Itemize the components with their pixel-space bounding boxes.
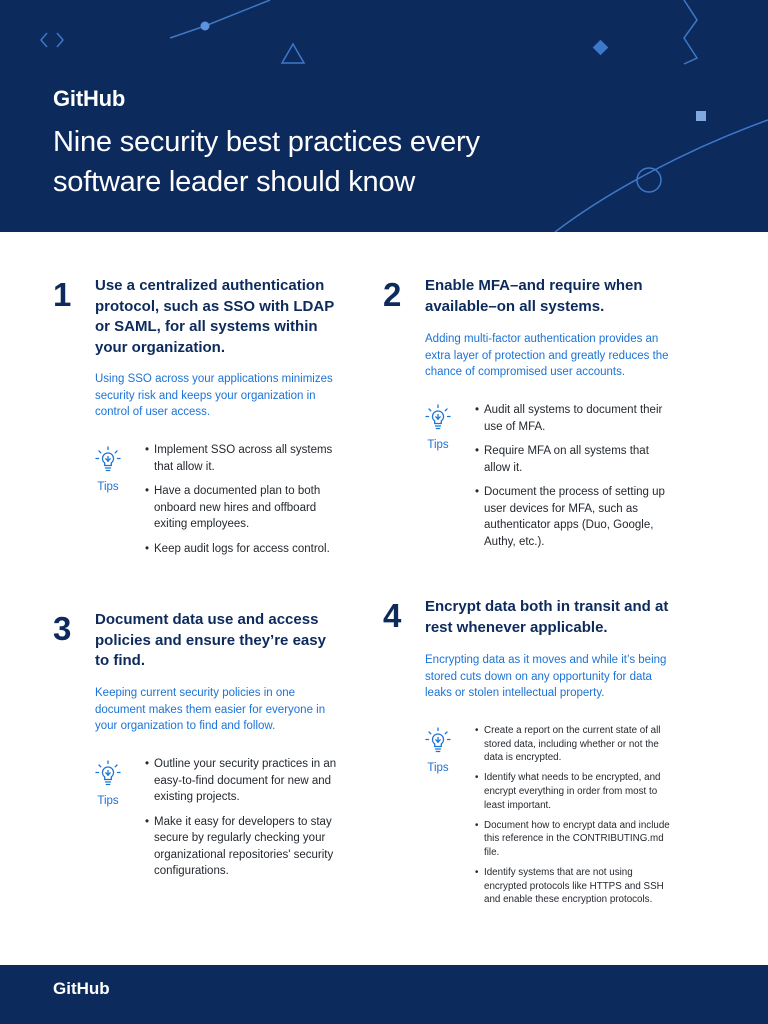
practice-description: Encrypting data as it moves and while it’s being stored cuts down on any opportunity for data leaks or stolen intellectual property. <box>425 654 667 699</box>
tip-item: • Create a report on the current state of all stored data, including whether or not the data is encrypted. <box>475 724 675 765</box>
practice-heading: Document data use and access policies and ensure they’re easy to find. <box>95 611 326 669</box>
tip-item: • Document how to encrypt data and include this reference in the CONTRIBUTING.md file. <box>475 819 675 860</box>
tips-badge <box>73 760 143 807</box>
tips-list <box>145 756 345 888</box>
tips-badge <box>73 446 143 493</box>
tip-item: • Identify what needs to be encrypted, and encrypt everything in order from most to least important. <box>475 771 675 812</box>
practice-item-4 <box>383 597 683 937</box>
tip-item: • Audit all systems to document their use of MFA. <box>475 402 675 435</box>
tip-item: • Document the process of setting up user devices for MFA, such as authenticator apps (Duo, Google, Authy, etc.). <box>475 484 675 550</box>
practice-heading: Enable MFA–and require when available–on all systems. <box>425 277 643 315</box>
practice-description: Keeping current security policies in one document makes them easier for everyone in your organization to find and follow. <box>95 687 326 732</box>
lightbulb-icon <box>93 446 123 474</box>
tips-list <box>475 402 675 558</box>
tips-badge <box>403 404 473 451</box>
practice-number: 3 <box>53 610 72 647</box>
lightbulb-icon <box>423 727 453 755</box>
lightbulb-icon <box>93 760 123 788</box>
practice-description: Adding multi-factor authentication provides an extra layer of protection and greatly reduces the chance of compromised user accounts. <box>425 333 669 378</box>
footer-bar <box>0 965 768 1024</box>
practice-number: 1 <box>53 276 72 313</box>
tips-label: Tips <box>427 439 449 451</box>
header-banner <box>0 0 768 232</box>
tips-label: Tips <box>97 481 119 493</box>
github-logo: GitHub <box>53 979 110 998</box>
practice-heading: Encrypt data both in transit and at rest whenever applicable. <box>425 598 669 636</box>
tips-label: Tips <box>427 762 449 774</box>
tip-item: • Outline your security practices in an easy-to-find document for new and existing projects. <box>145 756 345 806</box>
tip-item: • Have a documented plan to both onboard new hires and offboard exiting employees. <box>145 483 345 533</box>
practice-item-1 <box>53 276 353 576</box>
tips-list <box>475 724 675 914</box>
tips-label: Tips <box>97 795 119 807</box>
lightbulb-icon <box>423 404 453 432</box>
github-logo: GitHub <box>53 86 126 111</box>
practice-description: Using SSO across your applications minimizes security risk and keeps your organization in control of user access. <box>95 373 333 418</box>
tip-item: • Require MFA on all systems that allow it. <box>475 443 675 476</box>
practice-item-3 <box>53 610 353 890</box>
practice-heading: Use a centralized authentication protocol, such as SSO with LDAP or SAML, for all systems within your organization. <box>95 277 334 356</box>
practice-number: 2 <box>383 276 402 313</box>
tip-item: • Keep audit logs for access control. <box>145 541 345 558</box>
tips-list <box>145 442 345 565</box>
tip-item: • Make it easy for developers to stay secure by regularly checking your organizational repositories' security configurations. <box>145 814 345 880</box>
practice-item-2 <box>383 276 683 566</box>
practice-number: 4 <box>383 597 402 634</box>
tip-item: • Identify systems that are not using encrypted protocols like HTTPS and SSH and enable these encryption protocols. <box>475 866 675 907</box>
tip-item: • Implement SSO across all systems that allow it. <box>145 442 345 475</box>
page-title: Nine security best practices every software leader should know <box>53 126 480 198</box>
tips-badge <box>403 727 473 774</box>
